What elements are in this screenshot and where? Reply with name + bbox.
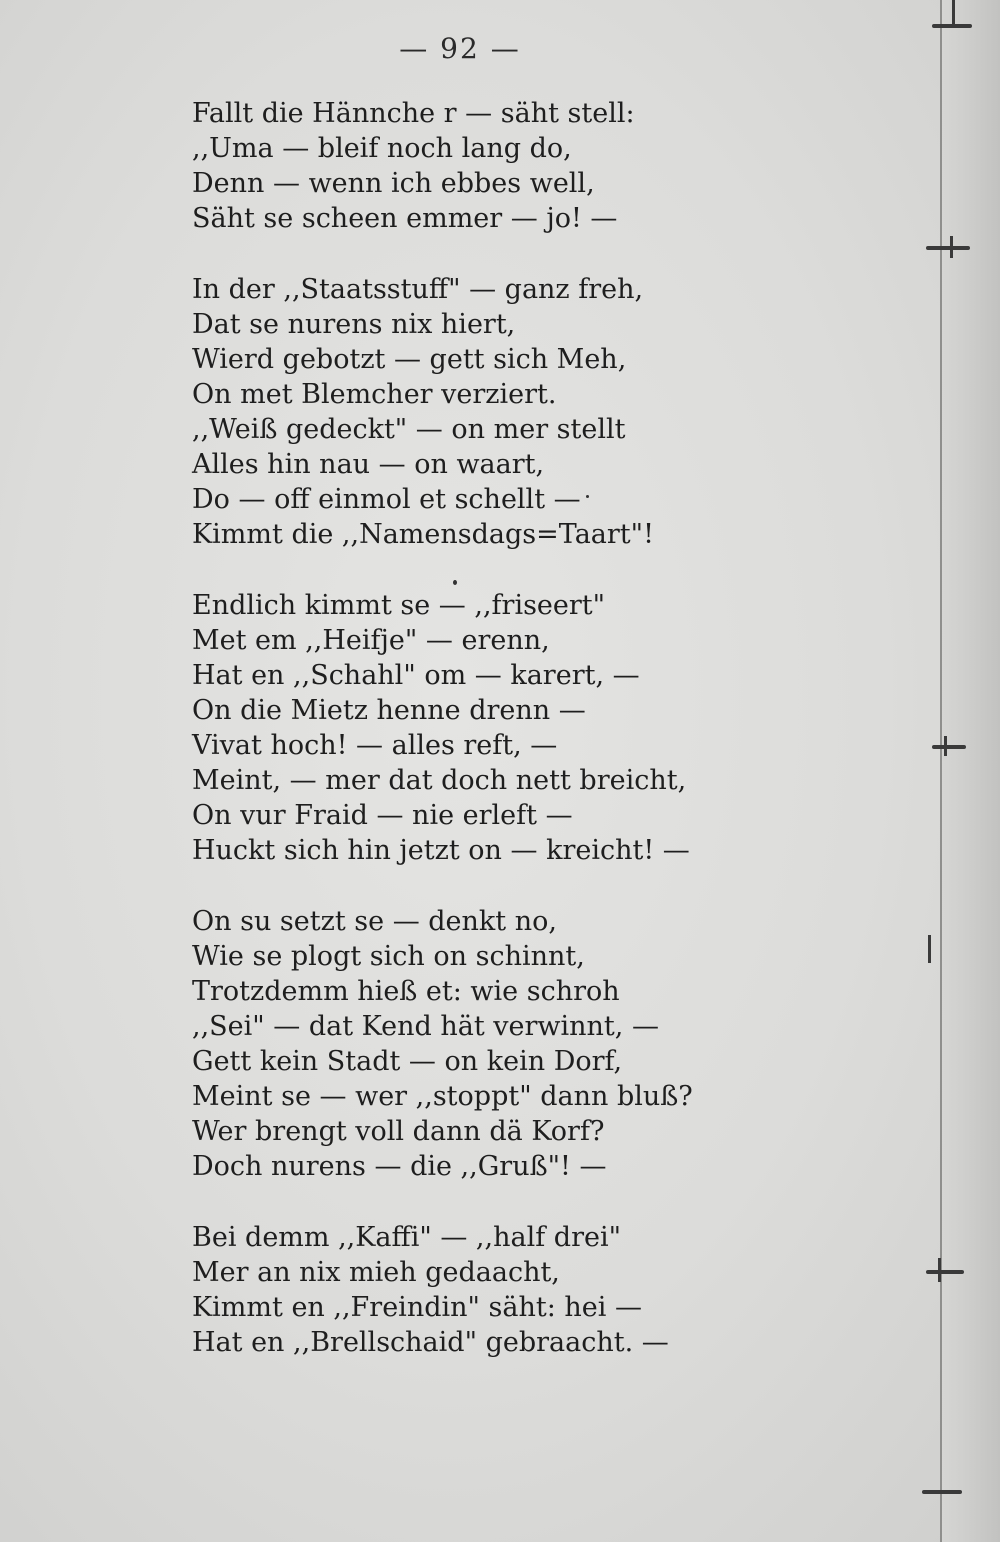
binding-stitch-tick [938, 1258, 941, 1282]
poem-line: Met em ,,Heifje" — erenn, [192, 625, 550, 656]
poem-line: Doch nurens — die ,,Gruß"! — [192, 1151, 607, 1182]
binding-stitch-tick [928, 935, 931, 963]
binding-gutter [940, 0, 1000, 1542]
poem-line: In der ,,Staatsstuff" — ganz freh, [192, 274, 644, 305]
page-edge [940, 0, 942, 1542]
stanza [192, 904, 712, 1184]
poem-line: Wie se plogt sich on schinnt, [192, 941, 585, 972]
poem-line: Alles hin nau — on waart, [192, 449, 545, 480]
ink-speck [453, 580, 457, 585]
poem-line: ,,Weiß gedeckt" — on mer stellt [192, 414, 626, 445]
poem-line: Hat en ,,Brellschaid" gebraacht. — [192, 1327, 669, 1358]
poem-line: Bei demm ,,Kaffi" — ,,half drei" [192, 1222, 622, 1253]
stanza [192, 1220, 712, 1360]
poem-line: Meint, — mer dat doch nett breicht, [192, 765, 687, 796]
poem-line: On die Mietz henne drenn — [192, 695, 586, 726]
stanza [192, 588, 712, 868]
poem-line: Endlich kimmt se — ,,friseert" [192, 590, 606, 621]
poem-line: On vur Fraid — nie erleft — [192, 800, 573, 831]
ink-speck [586, 495, 589, 498]
poem-line: ,,Uma — bleif noch lang do, [192, 133, 572, 164]
binding-stitch-tick [944, 736, 947, 756]
binding-stitch [932, 745, 966, 749]
poem-line: Vivat hoch! — alles reft, — [192, 730, 558, 761]
binding-stitch-tick [950, 236, 953, 258]
poem-line: Meint se — wer ,,stoppt" dann bluß? [192, 1081, 693, 1112]
page-number: — 92 — [399, 32, 521, 65]
binding-stitch-tick [952, 0, 955, 26]
poem-line: Dat se nurens nix hiert, [192, 309, 516, 340]
poem-line: Wierd gebotzt — gett sich Meh, [192, 344, 627, 375]
stanza [192, 96, 712, 236]
poem-line: Hat en ,,Schahl" om — karert, — [192, 660, 640, 691]
poem-line: Mer an nix mieh gedaacht, [192, 1257, 560, 1288]
poem-line: On su setzt se — denkt no, [192, 906, 557, 937]
poem-line: Wer brengt voll dann dä Korf? [192, 1116, 605, 1147]
poem-line: Trotzdemm hieß et: wie schroh [192, 976, 620, 1007]
poem-line: Kimmt die ,,Namensdags=Taart"! [192, 519, 654, 550]
binding-stitch [926, 1270, 964, 1274]
poem-line: Huckt sich hin jetzt on — kreicht! — [192, 835, 690, 866]
poem-line: Fallt die Hännche r — säht stell: [192, 98, 635, 129]
poem-line: Do — off einmol et schellt — [192, 484, 581, 515]
poem-line: Denn — wenn ich ebbes well, [192, 168, 595, 199]
poem-line: Säht se scheen emmer — jo! — [192, 203, 618, 234]
binding-stitch [922, 1490, 962, 1494]
poem [192, 96, 712, 1396]
poem-line: Gett kein Stadt — on kein Dorf, [192, 1046, 623, 1077]
stanza [192, 272, 712, 552]
binding-stitch [926, 246, 970, 250]
poem-line: Kimmt en ,,Freindin" säht: hei — [192, 1292, 642, 1323]
poem-line: ,,Sei" — dat Kend hät verwinnt, — [192, 1011, 659, 1042]
poem-line: On met Blemcher verziert. [192, 379, 557, 410]
